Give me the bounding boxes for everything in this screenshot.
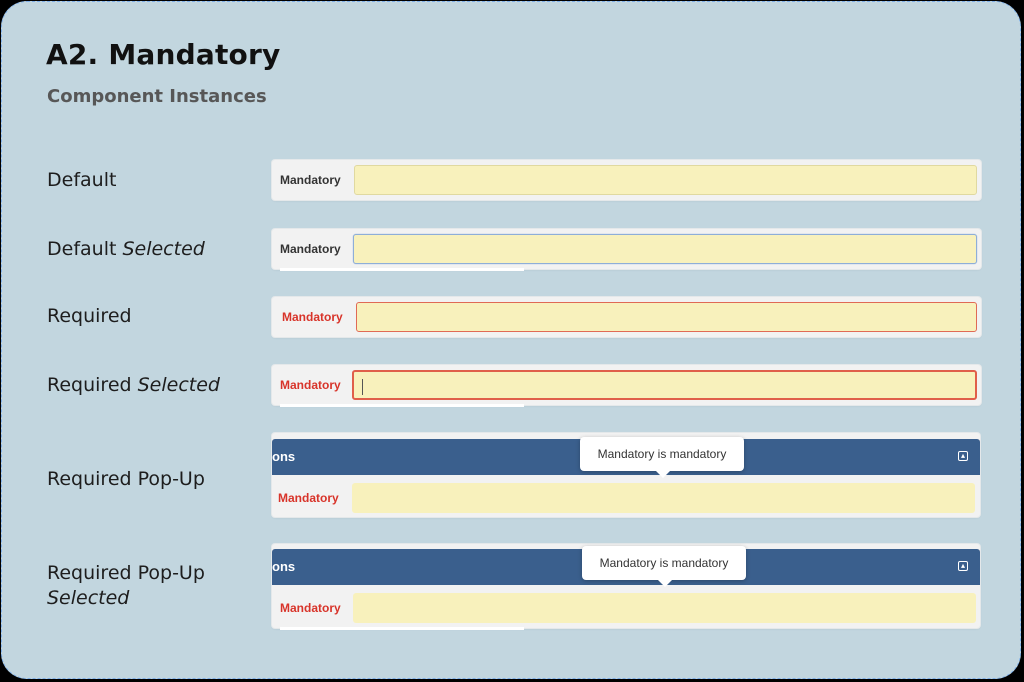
row-label-italic: Selected [47,587,130,609]
field-label-required: Mandatory [280,378,341,392]
text-cursor [362,379,363,395]
row-label-italic: Selected [122,238,205,260]
row-label-default-selected [47,237,205,262]
validation-tooltip: Mandatory is mandatory [582,546,746,580]
page-subtitle: Component Instances [47,86,267,107]
component-card [1,1,1021,679]
row-label-text: Required Pop-Up [47,468,205,490]
row-label-italic: Selected [137,374,220,396]
collapse-icon[interactable]: ▴ [958,561,968,571]
row-label-text: Required Pop-Up [47,562,205,584]
row-label-text: Default [47,238,123,260]
focus-underline [280,268,524,271]
mandatory-field-default [272,160,981,200]
field-label: Mandatory [280,242,341,256]
page-title: A2. Mandatory [46,38,281,71]
row-label-required-popup-selected [47,561,205,611]
row-label-text: Required [47,305,132,327]
mandatory-input[interactable] [353,234,977,264]
row-label-required-popup [47,467,205,492]
mandatory-field-required-selected [272,365,981,405]
row-label-required-selected [47,373,220,398]
validation-tooltip: Mandatory is mandatory [580,437,744,471]
panel-header-text: ons [272,559,296,574]
focus-underline [280,627,524,630]
focus-underline [280,404,524,407]
mandatory-popup-panel [272,433,980,517]
mandatory-field-required [272,297,981,337]
field-label-required: Mandatory [278,491,339,505]
panel-header-text: ons [272,449,296,464]
mandatory-input[interactable] [353,593,976,623]
field-label-required: Mandatory [282,310,343,324]
mandatory-input[interactable] [356,302,977,332]
row-label-required [47,304,132,329]
row-label-default [47,168,116,193]
mandatory-input[interactable] [352,370,977,400]
mandatory-input[interactable] [352,483,975,513]
row-label-text: Required [47,374,138,396]
mandatory-popup-panel-selected [272,544,980,628]
row-label-text: Default [47,169,117,191]
mandatory-field-default-selected [272,229,981,269]
collapse-icon[interactable]: ▴ [958,451,968,461]
field-label: Mandatory [280,173,341,187]
field-label-required: Mandatory [280,601,341,615]
mandatory-input[interactable] [354,165,977,195]
